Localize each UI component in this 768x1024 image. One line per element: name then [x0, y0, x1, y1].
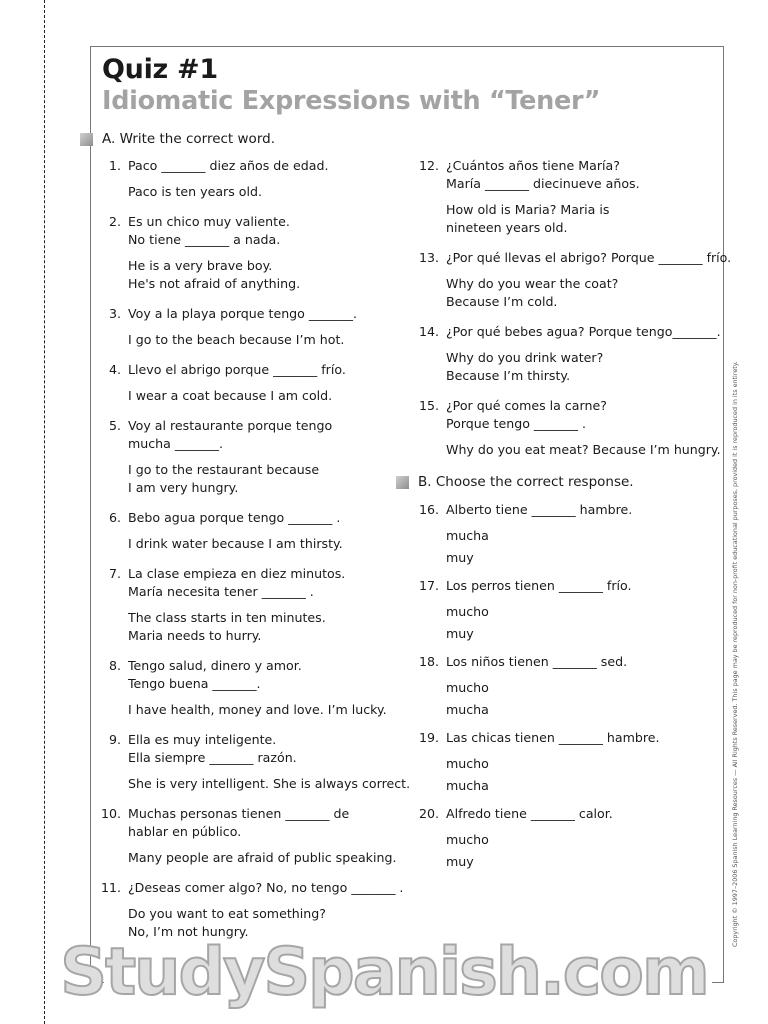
- answer-option[interactable]: mucha: [446, 528, 489, 543]
- question-prompt: [446, 397, 718, 433]
- text-line: He is a very brave boy.: [128, 258, 273, 273]
- question-number: 16.: [418, 502, 439, 517]
- quiz-question: [418, 397, 721, 459]
- question-number: 17.: [418, 578, 439, 593]
- section-bullet-icon: [396, 476, 409, 489]
- text-line: Do you want to eat something?: [128, 906, 326, 921]
- text-line: María necesita tener _______ .: [128, 584, 314, 599]
- text-line: Los perros tienen _______ frío.: [446, 578, 632, 593]
- quiz-title: Quiz #1: [102, 54, 218, 85]
- answer-option[interactable]: muy: [446, 854, 474, 869]
- text-line: I go to the restaurant because: [128, 462, 320, 477]
- text-line: I drink water because I am thirsty.: [128, 536, 343, 551]
- question-number: 2.: [108, 214, 121, 229]
- quiz-question: [100, 509, 400, 553]
- answer-translation: [128, 701, 400, 719]
- quiz-question: [100, 305, 400, 349]
- question-prompt: [446, 157, 718, 193]
- quiz-question: [418, 323, 721, 385]
- text-line: Paco _______ diez años de edad.: [128, 158, 329, 173]
- text-line: nineteen years old.: [446, 220, 568, 235]
- text-line: How old is Maria? Maria is: [446, 202, 610, 217]
- right-question-column: [418, 157, 732, 881]
- quiz-question: [418, 653, 718, 719]
- answer-translation: [128, 331, 400, 349]
- text-line: ¿Cuántos años tiene María?: [446, 158, 620, 173]
- text-line: I am very hungry.: [128, 480, 239, 495]
- quiz-question: [100, 731, 411, 793]
- text-line: I have health, money and love. I’m lucky.: [128, 702, 387, 717]
- quiz-question: [418, 249, 732, 311]
- text-line: ¿Por qué bebes agua? Porque tengo_______.: [446, 324, 721, 339]
- text-line: Because I’m cold.: [446, 294, 558, 309]
- question-number: 10.: [100, 806, 121, 821]
- answer-translation: [128, 609, 400, 645]
- answer-translation: [128, 775, 411, 793]
- cut-line: [44, 0, 45, 1024]
- answer-option[interactable]: mucha: [446, 778, 489, 793]
- question-number: 8.: [108, 658, 121, 673]
- question-prompt: [446, 729, 718, 747]
- quiz-question: [100, 157, 400, 201]
- question-prompt: [128, 305, 400, 323]
- quiz-question: [418, 805, 718, 871]
- text-line: Tengo salud, dinero y amor.: [128, 658, 302, 673]
- text-line: Llevo el abrigo porque _______ frío.: [128, 362, 346, 377]
- section-bullet-icon: [80, 133, 93, 146]
- text-line: Bebo agua porque tengo _______ .: [128, 510, 341, 525]
- answer-translation: [128, 183, 400, 201]
- text-line: Las chicas tienen _______ hambre.: [446, 730, 660, 745]
- answer-translation: [128, 535, 400, 553]
- quiz-question: [418, 157, 718, 237]
- quiz-question: [418, 577, 718, 643]
- quiz-question: [100, 361, 400, 405]
- question-prompt: [446, 805, 718, 823]
- answer-option[interactable]: mucho: [446, 756, 489, 771]
- answer-translation: [446, 441, 721, 459]
- question-prompt: [446, 653, 718, 671]
- text-line: ¿Por qué comes la carne?: [446, 398, 607, 413]
- text-line: Because I’m thirsty.: [446, 368, 571, 383]
- question-number: 1.: [108, 158, 121, 173]
- question-number: 13.: [418, 250, 439, 265]
- text-line: I go to the beach because I’m hot.: [128, 332, 345, 347]
- question-number: 19.: [418, 730, 439, 745]
- text-line: Paco is ten years old.: [128, 184, 262, 199]
- quiz-question: [100, 565, 400, 645]
- quiz-question: [100, 657, 400, 719]
- text-line: La clase empieza en diez minutos.: [128, 566, 346, 581]
- answer-option[interactable]: mucha: [446, 702, 489, 717]
- section-b-header: [396, 473, 696, 491]
- answer-options: [446, 603, 718, 643]
- quiz-question: [418, 501, 718, 567]
- question-number: 15.: [418, 398, 439, 413]
- question-prompt: [128, 565, 400, 601]
- question-number: 4.: [108, 362, 121, 377]
- question-prompt: [128, 509, 400, 527]
- question-prompt: [128, 731, 400, 767]
- text-line: mucha _______.: [128, 436, 223, 451]
- left-question-column: [100, 157, 411, 953]
- text-line: Es un chico muy valiente.: [128, 214, 290, 229]
- text-line: Why do you eat meat? Because I’m hungry.: [446, 442, 721, 457]
- text-line: Why do you drink water?: [446, 350, 604, 365]
- text-line: Many people are afraid of public speaking.: [128, 850, 397, 865]
- question-number: 20.: [418, 806, 439, 821]
- quiz-question: [100, 805, 400, 867]
- question-number: 3.: [108, 306, 121, 321]
- answer-options: [446, 755, 718, 795]
- text-line: hablar en público.: [128, 824, 242, 839]
- answer-translation: [446, 349, 718, 385]
- quiz-question: [100, 213, 400, 293]
- answer-option[interactable]: muy: [446, 550, 474, 565]
- text-line: María _______ diecinueve años.: [446, 176, 640, 191]
- text-line: ¿Por qué llevas el abrigo? Porque _______ frío.: [446, 250, 732, 265]
- text-line: Los niños tienen _______ sed.: [446, 654, 628, 669]
- question-prompt: [446, 577, 718, 595]
- answer-option[interactable]: mucho: [446, 604, 489, 619]
- text-line: Why do you wear the coat?: [446, 276, 619, 291]
- question-prompt: [446, 501, 718, 519]
- text-line: Alfredo tiene _______ calor.: [446, 806, 613, 821]
- answer-option[interactable]: mucho: [446, 832, 489, 847]
- text-line: No, I’m not hungry.: [128, 924, 249, 939]
- text-line: Alberto tiene _______ hambre.: [446, 502, 633, 517]
- watermark-logo: StudySpanish.com: [60, 935, 708, 1010]
- question-prompt: [128, 879, 404, 897]
- answer-translation: [128, 461, 400, 497]
- question-number: 11.: [100, 880, 121, 895]
- text-line: No tiene _______ a nada.: [128, 232, 281, 247]
- question-number: 18.: [418, 654, 439, 669]
- question-number: 9.: [108, 732, 121, 747]
- text-line: ¿Deseas comer algo? No, no tengo _______ .: [128, 880, 404, 895]
- text-line: Ella es muy inteligente.: [128, 732, 277, 747]
- question-prompt: [128, 157, 400, 175]
- text-line: Tengo buena _______.: [128, 676, 261, 691]
- text-line: Muchas personas tienen _______ de: [128, 806, 350, 821]
- text-line: Porque tengo _______ .: [446, 416, 586, 431]
- answer-option[interactable]: muy: [446, 626, 474, 641]
- answer-options: [446, 527, 718, 567]
- question-number: 12.: [418, 158, 439, 173]
- text-line: Voy al restaurante porque tengo: [128, 418, 333, 433]
- text-line: Maria needs to hurry.: [128, 628, 262, 643]
- quiz-question: [100, 879, 404, 941]
- quiz-question: [100, 417, 400, 497]
- text-line: Ella siempre _______ razón.: [128, 750, 297, 765]
- answer-translation: [446, 275, 718, 311]
- text-line: I wear a coat because I am cold.: [128, 388, 333, 403]
- section-b-heading: B. Choose the correct response.: [418, 474, 634, 490]
- question-prompt: [128, 361, 400, 379]
- answer-options: [446, 679, 718, 719]
- text-line: She is very intelligent. She is always correct.: [128, 776, 411, 791]
- quiz-subtitle: Idiomatic Expressions with “Tener”: [102, 86, 601, 116]
- text-line: The class starts in ten minutes.: [128, 610, 326, 625]
- answer-option[interactable]: mucho: [446, 680, 489, 695]
- answer-translation: [128, 849, 400, 867]
- text-line: He's not afraid of anything.: [128, 276, 301, 291]
- question-number: 7.: [108, 566, 121, 581]
- question-prompt: [128, 213, 400, 249]
- question-prompt: [128, 657, 400, 693]
- question-number: 6.: [108, 510, 121, 525]
- text-line: Voy a la playa porque tengo _______.: [128, 306, 357, 321]
- copyright-notice: Copyright © 1997–2006 Spanish Learning Resources — All Rights Reserved. This page may be reproduced for non-profit educational purposes, provided it is reproduced in its entirety.: [731, 361, 739, 947]
- quiz-question: [418, 729, 718, 795]
- question-prompt: [446, 323, 721, 341]
- question-prompt: [446, 249, 732, 267]
- answer-translation: [128, 257, 400, 293]
- section-a-heading: A. Write the correct word.: [102, 131, 275, 147]
- answer-translation: [128, 387, 400, 405]
- answer-translation: [446, 201, 718, 237]
- question-prompt: [128, 805, 400, 841]
- answer-options: [446, 831, 718, 871]
- question-number: 5.: [108, 418, 121, 433]
- question-prompt: [128, 417, 400, 453]
- question-number: 14.: [418, 324, 439, 339]
